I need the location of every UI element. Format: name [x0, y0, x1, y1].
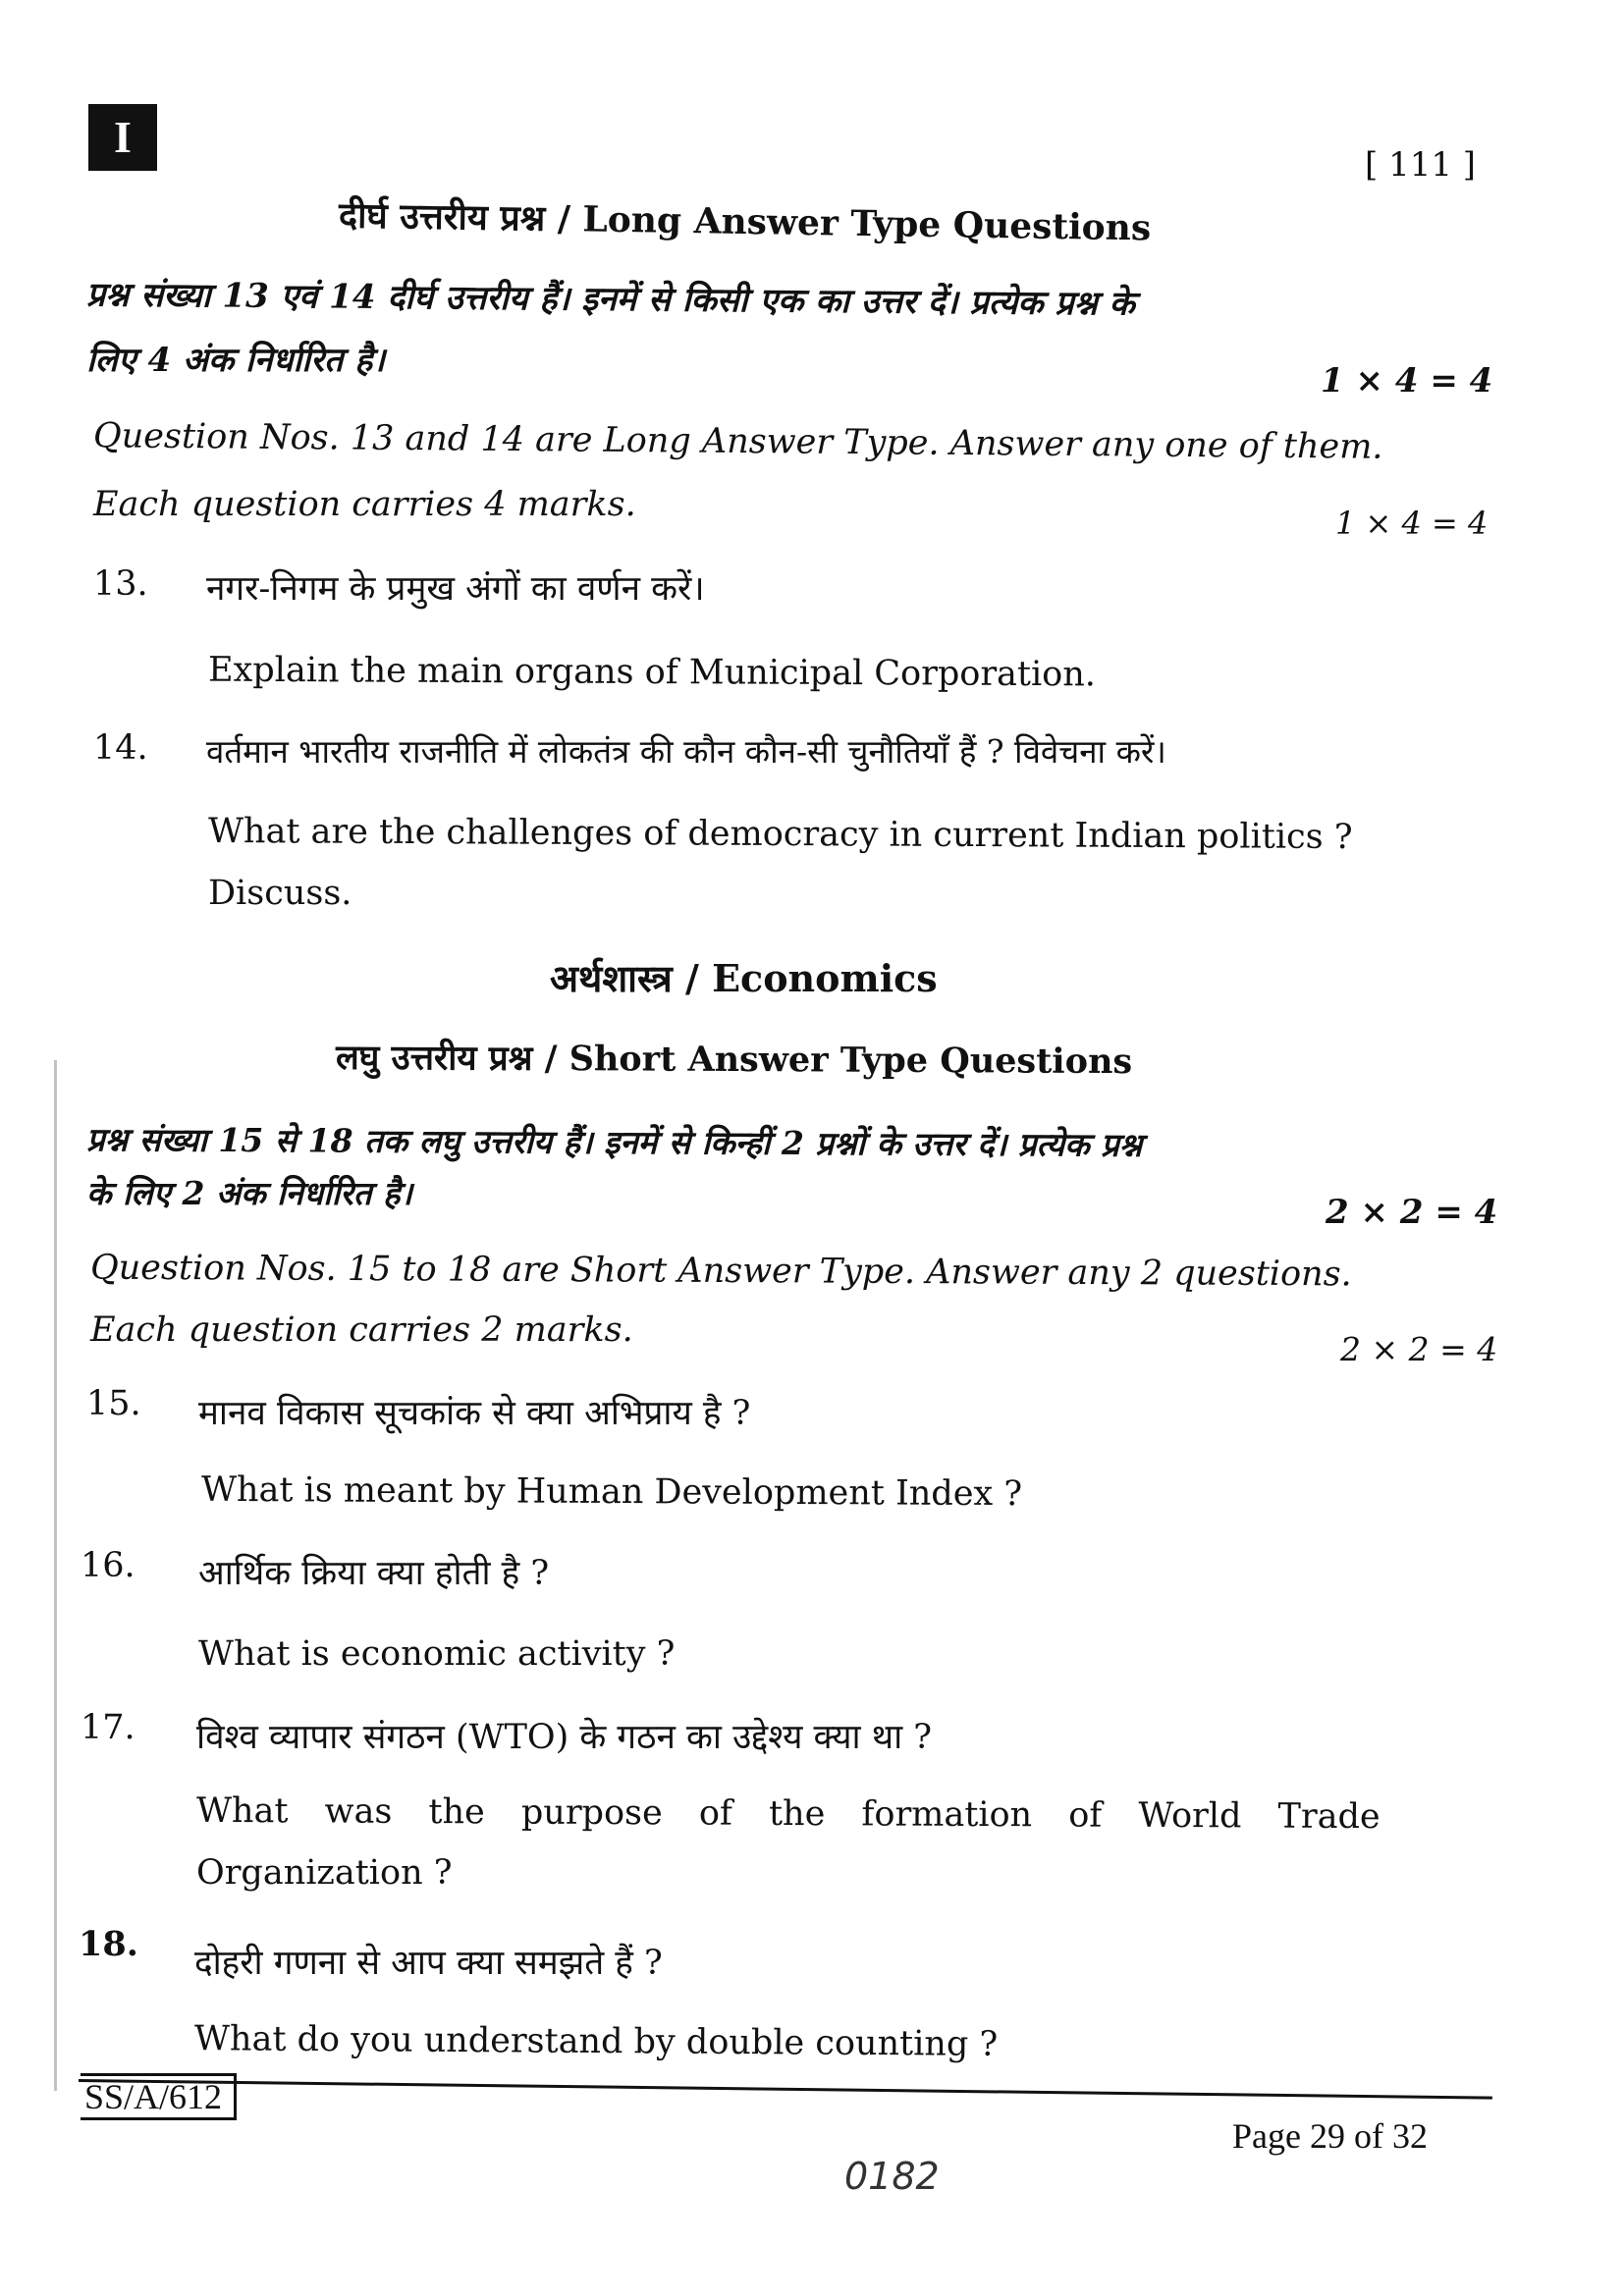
paper-code: SS/A/612 [81, 2073, 237, 2120]
question-14-hi: वर्तमान भारतीय राजनीति में लोकतंत्र की कौन कौन-सी चुनौतियाँ हैं ? विवेचना करें। [206, 732, 1166, 771]
question-16-hi: आर्थिक क्रिया क्या होती है ? [198, 1554, 550, 1593]
long-marks-en: 1 × 4 = 4 [1335, 505, 1489, 542]
handwritten-note: 0182 [844, 2155, 940, 2198]
section-mark: I [88, 104, 157, 171]
question-17-hi: विश्व व्यापार संगठन (WTO) के गठन का उद्देश्य क्या था ? [196, 1718, 933, 1757]
long-answer-heading: दीर्घ उत्तरीय प्रश्न / Long Answer Type Questions [338, 194, 1152, 249]
footer-rule [79, 2079, 1492, 2100]
set-code: [ 111 ] [1365, 145, 1477, 185]
page-number: Page 29 of 32 [1232, 2116, 1428, 2156]
econ-marks-en: 2 × 2 = 4 [1340, 1330, 1498, 1368]
econ-marks-hi: 2 × 2 = 4 [1326, 1193, 1498, 1232]
question-15-en: What is meant by Human Development Index ? [200, 1469, 1023, 1515]
question-number: 14. [93, 728, 148, 768]
question-13-hi: नगर-निगम के प्रमुख अंगों का वर्णन करें। [206, 569, 705, 609]
long-instr-en-2: Each question carries 4 marks. [93, 485, 636, 524]
question-number: 18. [79, 1924, 138, 1964]
short-answer-heading: लघु उत्तरीय प्रश्न / Short Answer Type Questions [335, 1037, 1133, 1083]
question-14-en-2: Discuss. [208, 874, 352, 913]
long-instr-hi-2: लिए 4 अंक निर्धारित है। [86, 341, 386, 380]
econ-instr-en-1: Question Nos. 15 to 18 are Short Answer Type. Answer any 2 questions. [89, 1248, 1352, 1295]
question-number: 16. [81, 1546, 135, 1585]
economics-heading: अर्थशास्त्र / Economics [550, 956, 938, 1000]
question-number: 17. [81, 1708, 135, 1747]
long-instr-en-1: Question Nos. 13 and 14 are Long Answer Type. Answer any one of them. [92, 416, 1383, 467]
question-18-hi: दोहरी गणना से आप क्या समझते हैं ? [194, 1944, 663, 1983]
question-number: 13. [93, 564, 148, 604]
question-17-en: What was the purpose of the formation of World Trade [195, 1790, 1380, 1838]
question-17-en-2: Organization ? [196, 1853, 453, 1893]
econ-instr-en-2: Each question carries 2 marks. [90, 1310, 633, 1350]
question-18-en: What do you understand by double counting ? [193, 2019, 999, 2064]
question-16-en: What is economic activity ? [198, 1634, 676, 1674]
long-marks-hi: 1 × 4 = 4 [1321, 361, 1493, 400]
long-instr-hi-1: प्रश्न संख्या 13 एवं 14 दीर्घ उत्तरीय हैं। इनमें से किसी एक का उत्तर दें। प्रत्येक प्रश्न के [85, 275, 1135, 324]
econ-instr-hi-1: प्रश्न संख्या 15 से 18 तक लघु उत्तरीय हैं। इनमें से किन्हीं 2 प्रश्नों के उत्तर दें। प्रत्येक प्रश्न [85, 1120, 1143, 1164]
question-14-en: What are the challenges of democracy in current Indian politics ? [207, 811, 1353, 858]
econ-instr-hi-2: के लिए 2 अंक निर्धारित है। [86, 1174, 413, 1212]
scan-margin-shadow [54, 1060, 86, 2091]
question-13-en: Explain the main organs of Municipal Corporation. [207, 650, 1097, 695]
question-number: 15. [86, 1384, 141, 1423]
question-15-hi: मानव विकास सूचकांक से क्या अभिप्राय है ? [198, 1394, 751, 1433]
